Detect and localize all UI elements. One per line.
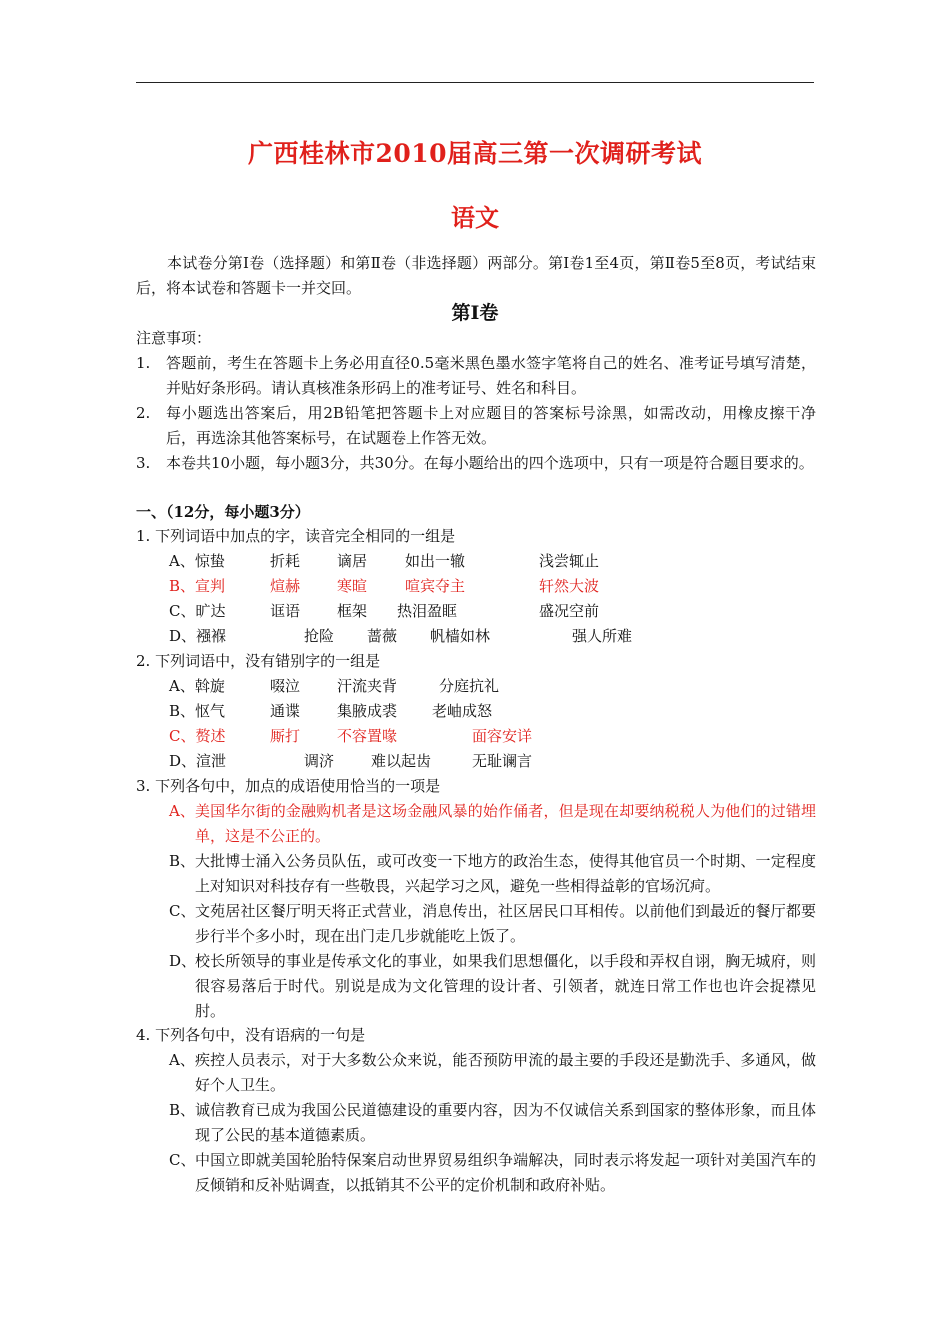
word: 诓语	[270, 602, 301, 620]
word: 无耻谰言	[472, 752, 533, 770]
word: 不容置喙	[337, 727, 398, 745]
word: C、赘述	[169, 727, 226, 745]
word: 面容安详	[472, 727, 533, 745]
word: 分庭抗礼	[439, 677, 500, 695]
option-label: C、	[169, 1151, 196, 1169]
word: 帆樯如林	[430, 627, 491, 645]
question-4-stem: 4. 下列各句中，没有语病的一句是	[136, 1026, 366, 1044]
option-label: D、	[169, 952, 197, 970]
option-text: 校长所领导的事业是传承文化的事业，如果我们思想僵化，以手段和弄权自诩，胸无城府，则很容易落后于时代。别说是成为文化管理的设计者、引领者，就连日常工作也也许会捉襟见肘。	[195, 952, 816, 1020]
notice-heading: 注意事项：	[136, 329, 212, 347]
question-1-stem: 1. 下列词语中加点的字，读音完全相同的一组是	[136, 527, 456, 545]
option-text: 文苑居社区餐厅明天将正式营业，消息传出，社区居民口耳相传。以前他们到最近的餐厅都要步行半个多小时，现在出门走几步就能吃上饭了。	[195, 902, 816, 945]
subject-title: 语文	[451, 203, 499, 232]
notice-text: 本卷共10小题，每小题3分，共30分。在每小题给出的四个选项中，只有一项是符合题目要求的。	[166, 454, 814, 472]
word: 调济	[304, 752, 335, 770]
word: D、襁褓	[169, 627, 227, 645]
header-rule	[136, 82, 814, 83]
word: 折耗	[270, 552, 301, 570]
word: 集腋成裘	[337, 702, 398, 720]
word: B、怄气	[169, 702, 226, 720]
notice-num: 1.	[136, 354, 151, 372]
word: 汗流夹背	[337, 677, 398, 695]
notice-num: 3.	[136, 454, 151, 472]
word: 谪居	[337, 552, 368, 570]
word: A、斡旋	[169, 677, 225, 695]
option-label: B、	[169, 1101, 196, 1119]
exam-title: 广西桂林市2010届高三第一次调研考试	[247, 139, 703, 168]
option-text: 诚信教育已成为我国公民道德建设的重要内容，因为不仅诚信关系到国家的整体形象，而且体现了公民的基本道德素质。	[195, 1101, 816, 1144]
word: 抢险	[304, 627, 335, 645]
word: 厮打	[270, 727, 301, 745]
word: 通谍	[270, 702, 301, 720]
notice-text: 答题前，考生在答题卡上务必用直径0.5毫米黑色墨水签字笔将自己的姓名、准考证号填写清楚，并贴好条形码。请认真核准条形码上的准考证号、姓名和科目。	[166, 354, 816, 397]
option-label: A、	[169, 1051, 195, 1069]
option-label: A、	[169, 802, 195, 820]
notice-num: 2.	[136, 404, 151, 422]
word: 老岫成怒	[432, 702, 493, 720]
word: 喧宾夺主	[405, 577, 466, 595]
word: 框架	[337, 602, 368, 620]
option-label: B、	[169, 852, 196, 870]
option-text: 美国华尔街的金融购机者是这场金融风暴的始作俑者，但是现在却要纳税税人为他们的过错埋单，这是不公正的。	[195, 802, 816, 845]
word: 热泪盈眶	[397, 602, 458, 620]
word: 啜泣	[270, 677, 301, 695]
word: 难以起齿	[371, 752, 432, 770]
option-label: C、	[169, 902, 196, 920]
word: 煊赫	[270, 577, 301, 595]
word: D、渲泄	[169, 752, 227, 770]
question-2-stem: 2. 下列词语中，没有错别字的一组是	[136, 652, 381, 670]
word: 寒暄	[337, 577, 368, 595]
question-3-stem: 3. 下列各句中，加点的成语使用恰当的一项是	[136, 777, 441, 795]
word: 浅尝辄止	[539, 552, 600, 570]
option-text: 中国立即就美国轮胎特保案启动世界贸易组织争端解决，同时表示将发起一项针对美国汽车的反倾销和反补贴调查，以抵销其不公平的定价机制和政府补贴。	[195, 1151, 816, 1194]
word: B、宣判	[169, 577, 226, 595]
option-text: 疾控人员表示，对于大多数公众来说，能否预防甲流的最主要的手段还是勤洗手、多通风，做好个人卫生。	[195, 1051, 816, 1094]
word: 蔷薇	[367, 627, 398, 645]
intro-paragraph: 本试卷分第Ⅰ卷（选择题）和第Ⅱ卷（非选择题）两部分。第Ⅰ卷1至4页，第Ⅱ卷5至8页，考试结束后，将本试卷和答题卡一并交回。	[136, 254, 816, 297]
section-heading: 一、（12分，每小题3分）	[136, 503, 310, 521]
part-title: 第Ⅰ卷	[451, 302, 499, 324]
word: 如出一辙	[405, 552, 466, 570]
word: 强人所难	[572, 627, 633, 645]
word: A、惊蛰	[169, 552, 225, 570]
option-text: 大批博士涌入公务员队伍，或可改变一下地方的政治生态，使得其他官员一个时期、一定程度上对知识对科技存有一些敬畏，兴起学习之风，避免一些相得益彰的官场沉疴。	[195, 852, 816, 895]
word: 轩然大波	[539, 577, 600, 595]
word: 盛况空前	[539, 602, 600, 620]
word: C、旷达	[169, 602, 226, 620]
notice-text: 每小题选出答案后，用2B铅笔把答题卡上对应题目的答案标号涂黑，如需改动，用橡皮擦干净后，再选涂其他答案标号，在试题卷上作答无效。	[166, 404, 816, 447]
